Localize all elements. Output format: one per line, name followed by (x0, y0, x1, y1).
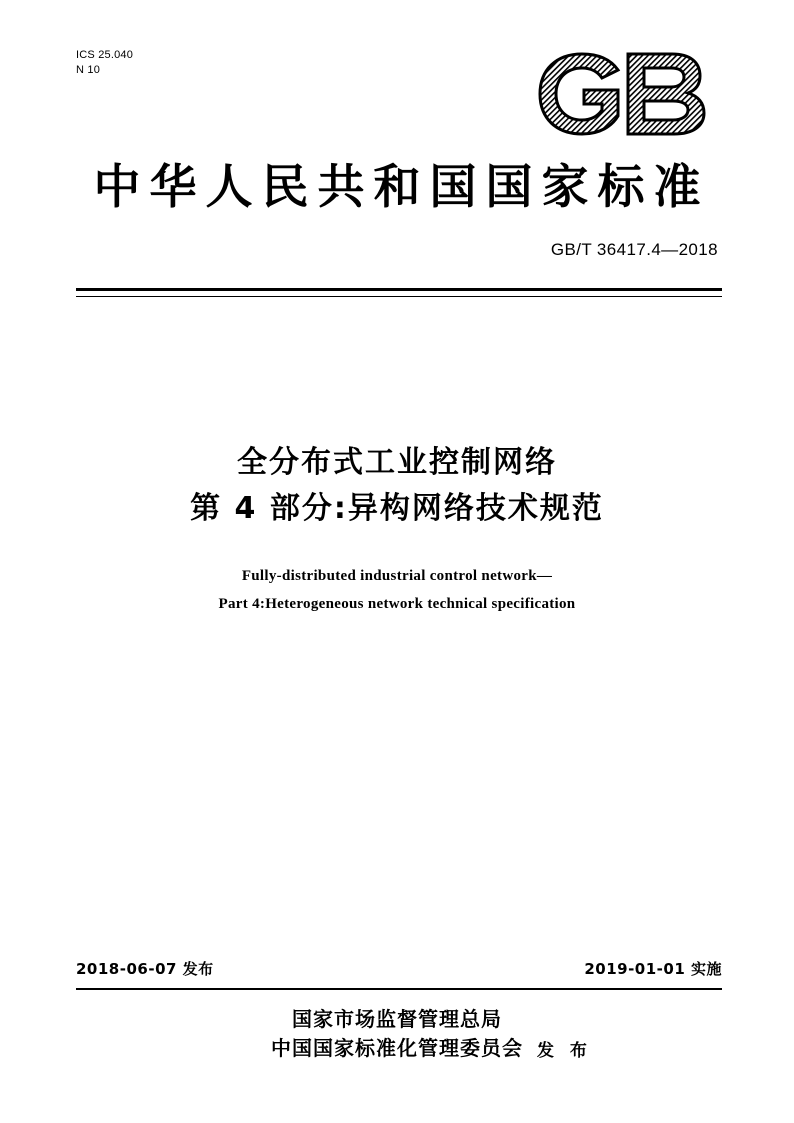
document-title-cn-line2: 第 4 部分:异构网络技术规范 (190, 491, 604, 526)
issue-date: 2018-06-07 发布 (76, 960, 214, 978)
date-row (76, 958, 722, 980)
document-title-en-line2: Part 4:Heterogeneous network technical specification (218, 596, 576, 612)
header-rule-thin (76, 296, 722, 297)
gb-logo-icon (532, 46, 722, 142)
footer-rule (76, 988, 722, 990)
publisher-block (0, 1005, 794, 1063)
ics-code: ICS 25.040 (76, 49, 134, 61)
classification-codes (76, 48, 133, 78)
document-title-cn (0, 440, 794, 532)
document-title-en (0, 562, 794, 618)
implementation-date: 2019-01-01 实施 (584, 960, 722, 978)
publisher-inner (271, 1005, 592, 1063)
document-title-en-line1: Fully-distributed industrial control network— (241, 568, 553, 584)
classification-code: N 10 (76, 64, 101, 76)
publisher-issue-word: 发 布 (537, 1041, 592, 1061)
document-title-cn-line1: 全分布式工业控制网络 (237, 445, 557, 480)
publisher-org-line2: 中国国家标准化管理委员会 (271, 1036, 523, 1060)
header-rule-thick (76, 288, 722, 291)
standard-number: GB/T 36417.4—2018 (550, 240, 718, 259)
publisher-org-line1: 国家市场监督管理总局 (292, 1007, 502, 1031)
national-standard-title: 中华人民共和国国家标准 (93, 160, 710, 215)
